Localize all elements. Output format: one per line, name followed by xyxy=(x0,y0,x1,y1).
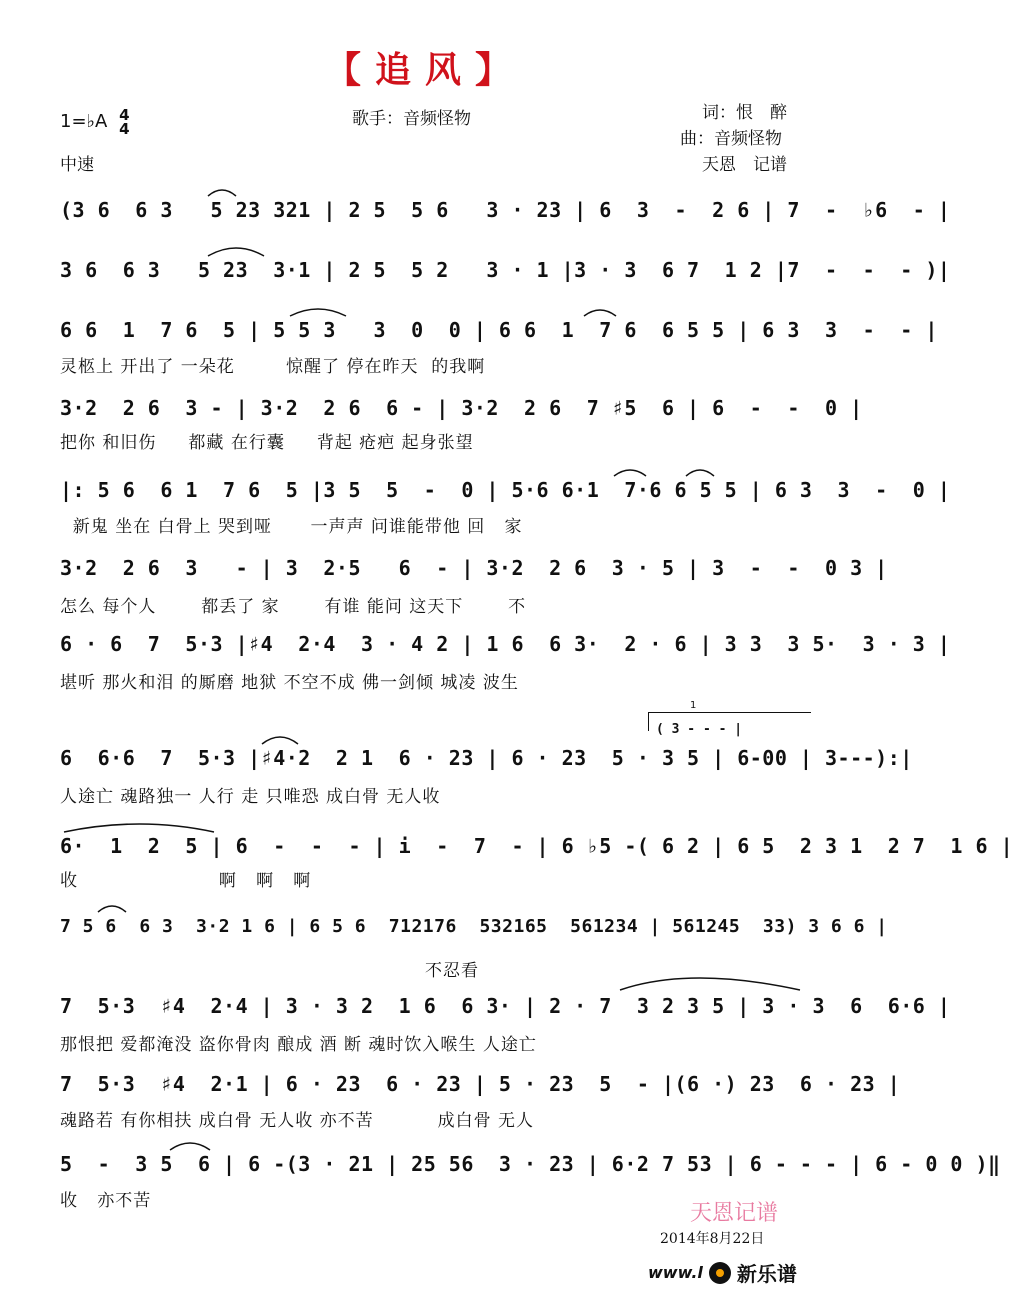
time-top: 4 xyxy=(119,106,130,124)
lyric-line-13: 收 亦不苦 xyxy=(60,1191,152,1211)
transcriber-stamp: 天恩记谱 xyxy=(690,1201,779,1226)
slur xyxy=(262,737,298,744)
transcriber-credit: 天恩 记谱 xyxy=(702,155,787,175)
score-line-1: (3 6 6 3 5 23 321 | 2 5 5 6 3 · 23 | 6 3 - 2 6 | 7 - ♭6 - | xyxy=(60,198,951,222)
time-bottom: 4 xyxy=(119,120,130,138)
score-line-9: 6· 1 2 5 | 6 - - - | i - 7 - | 6 ♭5 -( 6 2 | 6 5 2 3 1 2 7 1 6 | xyxy=(60,834,1013,858)
score-line-8: 6 6·6 7 5·3 |♯4·2 2 1 6 · 23 | 6 · 23 5 · 3 5 | 6-00 | 3---):| xyxy=(60,746,913,770)
score-line-4: 3·2 2 6 3 - | 3·2 2 6 6 - | 3·2 2 6 7 ♯5 6 | 6 - - 0 | xyxy=(60,396,863,420)
score-line-5: |: 5 6 6 1 7 6 5 |3 5 5 - 0 | 5·6 6·1 7·6 6 5 5 | 6 3 3 - 0 | xyxy=(60,478,951,502)
lyricist-credit: 词：恨 醉 xyxy=(702,103,787,123)
slur xyxy=(208,190,236,196)
lyric-line-10: 不忍看 xyxy=(60,961,480,981)
score-line-2: 3 6 6 3 5 23 3·1 | 2 5 5 2 3 · 1 |3 · 3 6 7 1 2 |7 - - - )| xyxy=(60,258,951,282)
score-line-11: 7 5·3 ♯4 2·4 | 3 · 3 2 1 6 6 3· | 2 · 7 3 2 3 5 | 3 · 3 6 6·6 | xyxy=(60,994,951,1018)
slur xyxy=(620,978,800,990)
key-value: 1=♭A xyxy=(60,111,108,132)
first-ending-notes: ( 3 - - - | xyxy=(656,722,743,737)
singer-credit: 歌手：音频怪物 xyxy=(352,109,471,129)
lyric-line-4: 把你 和旧伤 都藏 在行囊 背起 疮疤 起身张望 xyxy=(60,433,474,453)
disc-icon xyxy=(709,1262,731,1284)
lyric-line-11: 那恨把 爱都淹没 盗你骨肉 酿成 酒 断 魂时饮入喉生 人途亡 xyxy=(60,1035,537,1055)
song-title: 【追风】 xyxy=(324,50,525,91)
slur xyxy=(686,470,714,476)
lyric-line-9: 收 啊 啊 啊 xyxy=(60,871,312,891)
lyric-line-3: 灵柩上 开出了 一朵花 惊醒了 停在昨天 的我啊 xyxy=(60,357,486,377)
slur xyxy=(614,470,646,476)
score-line-12: 7 5·3 ♯4 2·1 | 6 · 23 6 · 23 | 5 · 23 5 - |(6 ·) 23 6 · 23 | xyxy=(60,1072,901,1096)
lyric-line-7: 堪听 那火和泪 的厮磨 地狱 不空不成 佛一剑倾 城凌 波生 xyxy=(60,673,519,693)
score-line-13: 5 - 3 5 6 | 6 -(3 · 21 | 25 56 3 · 23 | 6·2 7 53 | 6 - - - | 6 - 0 0 )‖ xyxy=(60,1152,1001,1176)
lyric-line-12: 魂路若 有你相扶 成白骨 无人收 亦不苦 成白骨 无人 xyxy=(60,1111,535,1131)
first-ending-label: 1 xyxy=(690,700,697,711)
site-logo xyxy=(648,1258,797,1287)
slur xyxy=(584,310,616,316)
score-line-7: 6 · 6 7 5·3 |♯4 2·4 3 · 4 2 | 1 6 6 3· 2 · 6 | 3 3 3 5· 3 · 3 | xyxy=(60,632,951,656)
logo-url: www.l xyxy=(648,1263,703,1282)
slur xyxy=(208,248,264,256)
lyric-line-6: 怎么 每个人 都丢了 家 有谁 能问 这天下 不 xyxy=(60,597,527,617)
slur xyxy=(290,309,346,316)
score-line-10: 7 5 6 6 3 3·2 1 6 | 6 5 6 712176 532165 561234 | 561245 33) 3 6 6 | xyxy=(60,916,888,937)
tempo-marking: 中速 xyxy=(60,155,94,175)
composer-credit: 曲：音频怪物 xyxy=(680,129,782,149)
slur xyxy=(98,906,126,912)
score-line-6: 3·2 2 6 3 - | 3 2·5 6 - | 3·2 2 6 3 · 5 | 3 - - 0 3 | xyxy=(60,556,888,580)
score-line-3: 6 6 1 7 6 5 | 5 5 3 3 0 0 | 6 6 1 7 6 6 5 5 | 6 3 3 - - | xyxy=(60,318,938,342)
lyric-line-5: 新鬼 坐在 白骨上 哭到哑 一声声 问谁能带他 回 家 xyxy=(60,517,523,537)
lyric-line-8: 人途亡 魂路独一 人行 走 只唯恐 成白骨 无人收 xyxy=(60,787,441,807)
transcription-date: 2014年8月22日 xyxy=(660,1231,765,1247)
logo-text: 新乐谱 xyxy=(736,1262,797,1286)
slur xyxy=(170,1143,210,1150)
slur xyxy=(64,824,214,832)
